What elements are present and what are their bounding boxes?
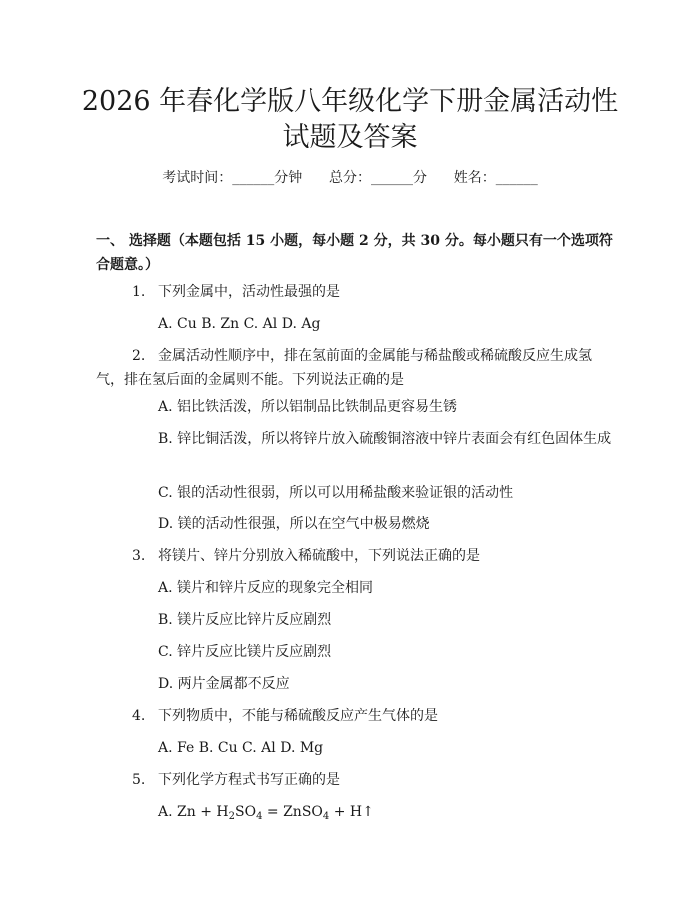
question-3-option-a [96,576,616,600]
question-3-option-b [96,608,616,632]
question-4 [96,704,616,728]
page-title-line-2: 试题及答案 [282,122,418,153]
question-3-option-d [96,672,616,696]
question-2 [96,344,616,392]
equation-part: SO [234,804,257,820]
option-line: A. 铝比铁活泼，所以铝制品比铁制品更容易生锈 [158,399,458,415]
option-line: A. Fe B. Cu C. Al D. Mg [158,740,324,756]
question-3-option-c [96,640,616,664]
equation-part: A. Zn + H [158,804,229,820]
question-number: 4. [132,708,146,724]
question-2-option-c [96,481,616,505]
option-line: A. 镁片和锌片反应的现象完全相同 [158,580,374,596]
option-line: D. 两片金属都不反应 [158,676,290,692]
question-3 [96,544,616,568]
question-4-options [96,736,616,760]
question-2-option-b [96,427,616,451]
option-line: C. 锌片反应比镁片反应剧烈 [158,644,332,660]
question-stem: 金属活动性顺序中，排在氢前面的金属能与稀盐酸或稀硫酸反应生成氢气，排在氢后面的金属则不能。下列说法正确的是 [96,348,592,388]
question-stem: 下列化学方程式书写正确的是 [158,772,340,788]
question-2-option-d [96,512,616,536]
subscript: 2 [228,811,235,822]
question-stem: 下列金属中，活动性最强的是 [158,284,340,300]
question-number: 1. [132,284,146,300]
option-line: A. Cu B. Zn C. Al D. Ag [158,316,321,332]
question-2-option-a [96,395,616,419]
exam-info-line: 考试时间：______分钟 总分：______分 姓名：______ [162,170,538,186]
option-line: B. 镁片反应比锌片反应剧烈 [158,612,332,628]
option-line: B. 锌比铜活泼，所以将锌片放入硫酸铜溶液中锌片表面会有红色固体生成 [158,431,612,447]
question-number: 2. [132,348,146,364]
subscript: 4 [322,811,330,822]
question-5 [96,768,616,792]
subscript: 4 [256,811,263,822]
equation-part: = ZnSO [262,804,323,820]
section-heading: 一、 选择题（本题包括 15 小题，每小题 2 分，共 30 分。每小题只有一个选项符合题意。） [96,233,613,273]
question-1-options [96,312,616,336]
question-number: 3. [132,548,146,564]
question-number: 5. [132,772,146,788]
option-line: D. 镁的活动性很强，所以在空气中极易燃烧 [158,516,430,532]
question-5-option-a [96,800,616,824]
page-title-line-1: 2026 年春化学版八年级化学下册金属活动性 [81,86,619,117]
chemical-equation [96,800,616,824]
equation-part: + H↑ [329,804,374,820]
question-stem: 将镁片、锌片分别放入稀硫酸中，下列说法正确的是 [158,548,480,564]
question-1 [96,280,616,304]
option-line: C. 银的活动性很弱，所以可以用稀盐酸来验证银的活动性 [158,485,514,501]
question-stem: 下列物质中，不能与稀硫酸反应产生气体的是 [158,708,438,724]
